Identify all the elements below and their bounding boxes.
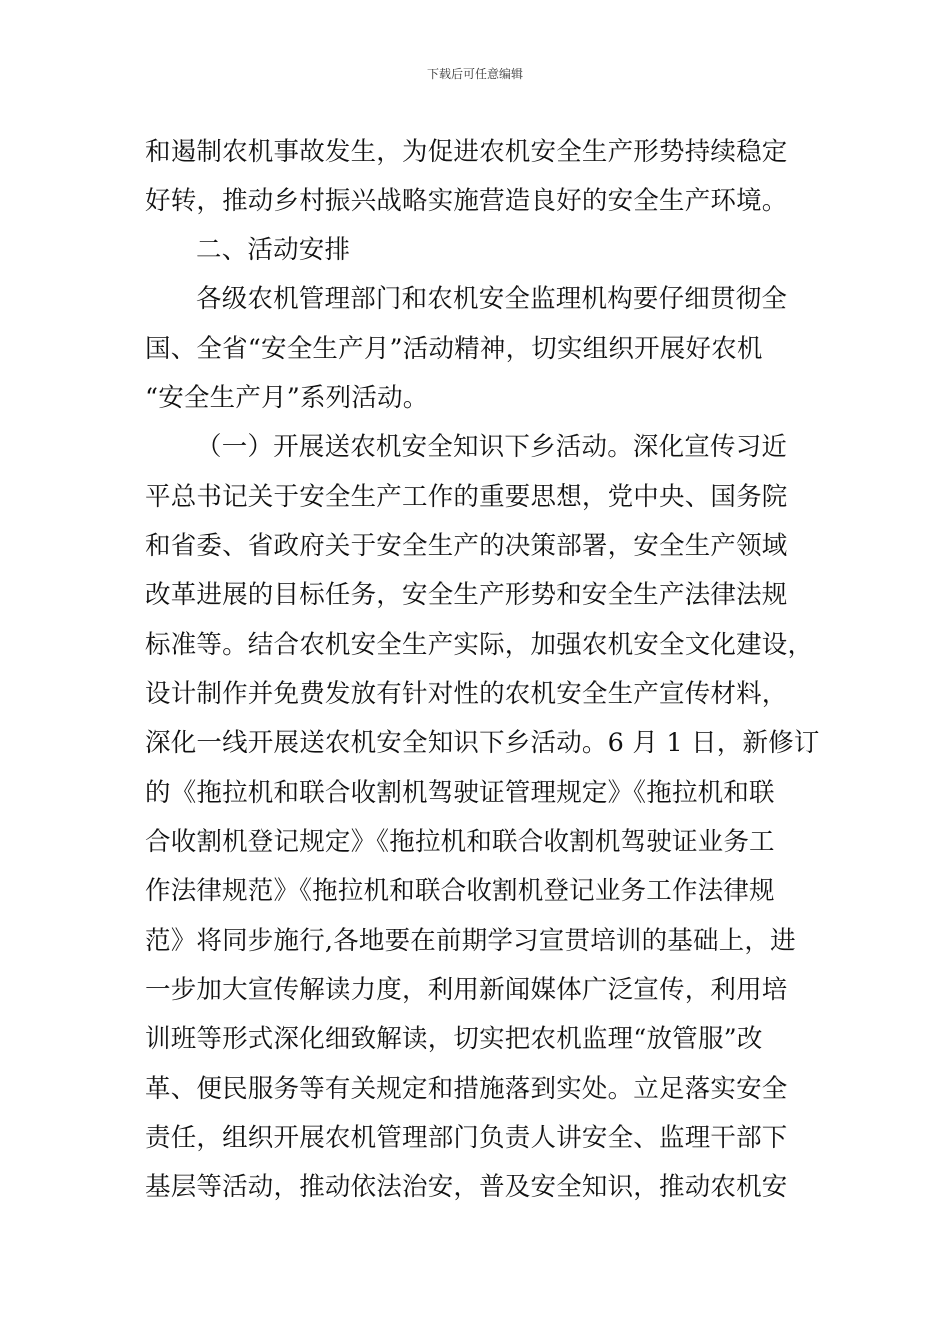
text-line: 的《拖拉机和联合收割机驾驶证管理规定》《拖拉机和联: [145, 778, 775, 808]
text-line: 合收割机登记规定》《拖拉机和联合收割机驾驶证业务工: [145, 827, 775, 857]
text-line: 各级农机管理部门和农机安全监理机构要仔细贯彻全: [196, 284, 788, 314]
page-header: 下载后可任意编辑: [426, 67, 523, 81]
text-line: 一步加大宣传解读力度，利用新闻媒体广泛宣传，利用培: [145, 975, 788, 1005]
text-line: 深化一线开展送农机安全知识下乡活动。6 月 1 日，新修订: [145, 728, 820, 758]
text-line: 基层等活动，推动依法治安，普及安全知识，推动农机安: [145, 1172, 788, 1202]
text-line: 和省委、省政府关于安全生产的决策部署，安全生产领域: [145, 531, 788, 561]
text-line: 国、全省“安全生产月”活动精神，切实组织开展好农机: [145, 334, 763, 364]
text-line: 范》将同步施行,各地要在前期学习宣贯培训的基础上，进: [145, 926, 796, 956]
text-line: 设计制作并免费发放有针对性的农机安全生产宣传材料，: [145, 679, 788, 709]
subsection-line: （一）开展送农机安全知识下乡活动。深化宣传习近: [196, 432, 788, 462]
text-line: 好转，推动乡村振兴战略实施营造良好的安全生产环境。: [145, 186, 788, 216]
section-heading: 二、活动安排: [196, 235, 351, 265]
text-line: 改革进展的目标任务，安全生产形势和安全生产法律法规: [145, 580, 788, 610]
text-line: “安全生产月”系列活动。: [145, 383, 429, 413]
text-line: 作法律规范》《拖拉机和联合收割机登记业务工作法律规: [145, 876, 775, 906]
text-line: 革、便民服务等有关规定和措施落到实处。立足落实安全: [145, 1074, 788, 1104]
text-line: 责任，组织开展农机管理部门负责人讲安全、监理干部下: [145, 1123, 788, 1153]
text-line: 训班等形式深化细致解读，切实把农机监理“放管服”改: [145, 1024, 763, 1054]
text-line: 和遏制农机事故发生，为促进农机安全生产形势持续稳定: [145, 137, 788, 167]
text-line: 平总书记关于安全生产工作的重要思想，党中央、国务院: [145, 482, 788, 512]
text-line: 标准等。结合农机安全生产实际，加强农机安全文化建设，: [145, 630, 814, 660]
